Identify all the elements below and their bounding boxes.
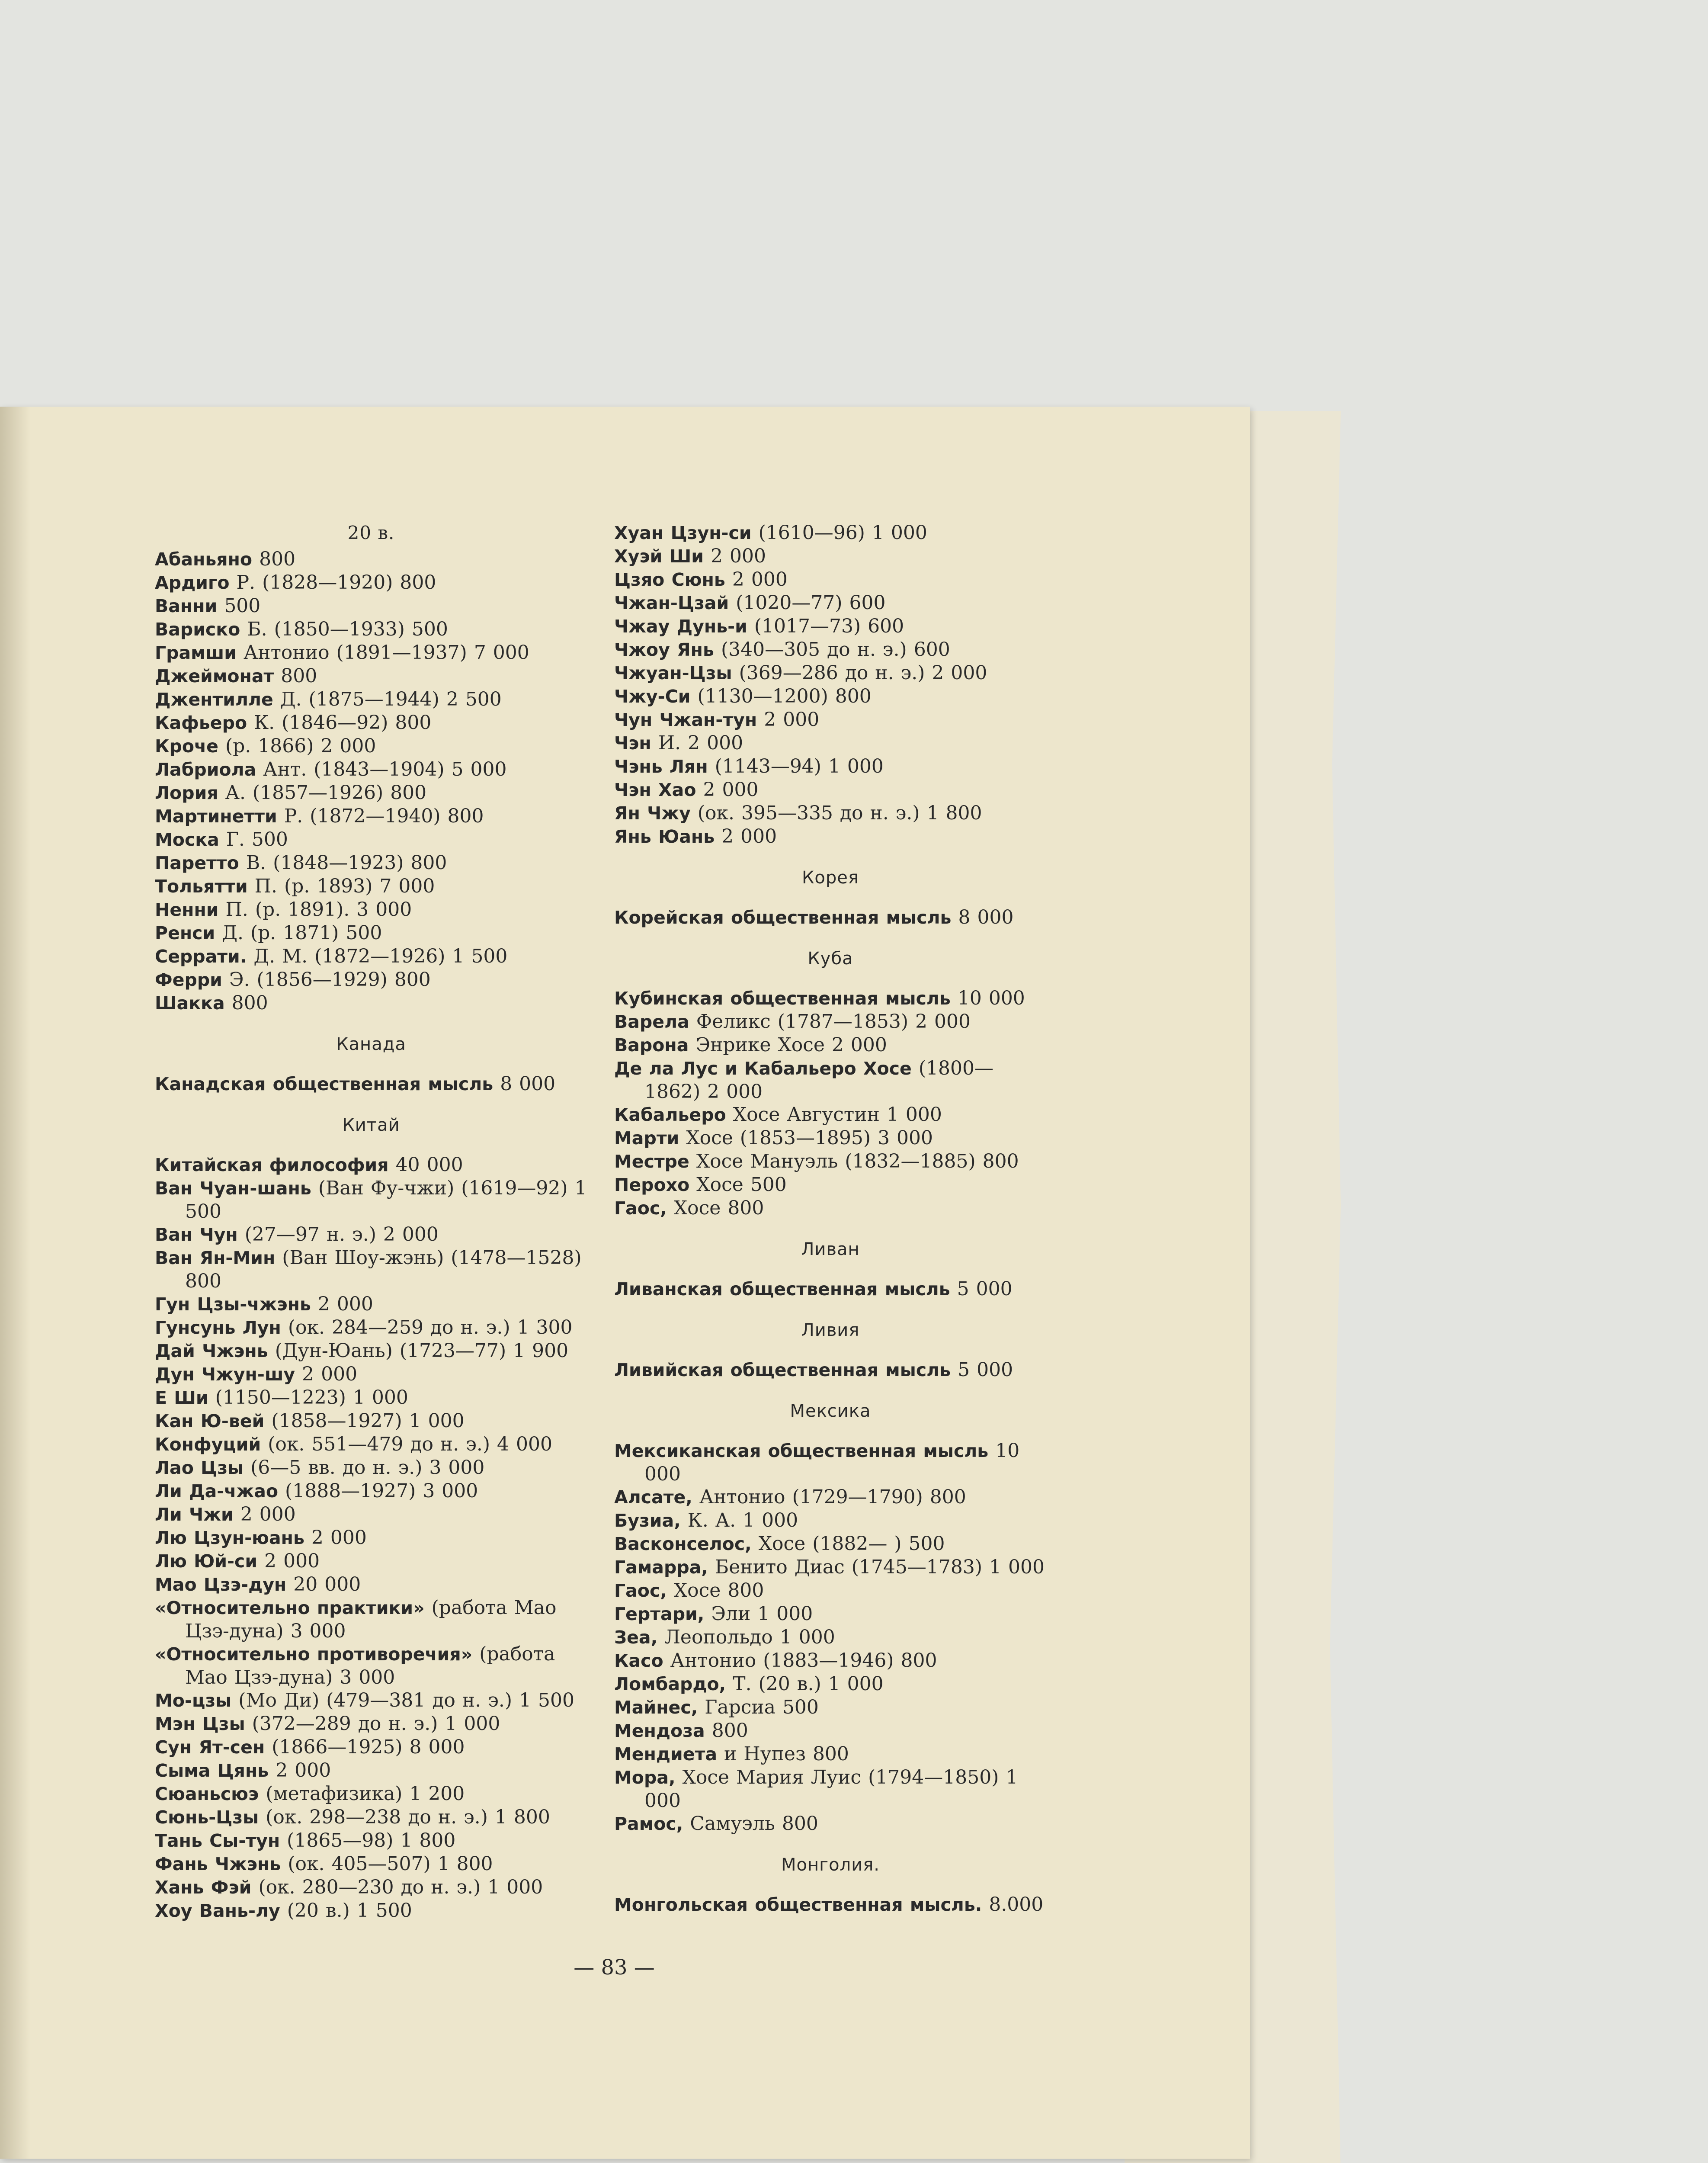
index-entry (155, 1596, 587, 1643)
entry-name: Гун Цзы-чжэнь (155, 1294, 311, 1315)
index-entry (614, 615, 1047, 638)
index-entry (155, 945, 587, 968)
index-entry (155, 1782, 587, 1806)
entry-info: и Нупез 800 (724, 1743, 849, 1765)
section-heading: Корея (802, 868, 859, 888)
entry-info: (работа Мао Цзэ-дуна) 3 000 (185, 1643, 555, 1688)
index-entry (614, 987, 1047, 1010)
entry-info: 800 (259, 548, 296, 570)
entry-name: Лао Цзы (155, 1457, 244, 1478)
entry-info: (метафизика) 1 200 (266, 1783, 465, 1805)
index-entry (614, 661, 1047, 685)
index-entry (614, 1743, 1047, 1766)
entry-name: Джеймонат (155, 666, 274, 687)
index-entry (155, 1386, 587, 1409)
index-entry (155, 1736, 587, 1759)
index-entry (614, 638, 1047, 661)
index-entry (155, 992, 587, 1015)
entry-name: Рамос, (614, 1813, 683, 1834)
entry-info: Р. (1828—1920) 800 (236, 571, 436, 594)
entry-name: Е Ши (155, 1387, 208, 1408)
entry-name: Мора, (614, 1767, 676, 1788)
index-entry (155, 781, 587, 805)
entry-name: Ливанская общественная мысль (614, 1279, 950, 1300)
right-column (614, 521, 1047, 1916)
section-heading: Куба (808, 949, 853, 969)
entry-info: 800 (281, 665, 317, 687)
index-entry (614, 1532, 1047, 1556)
index-entry (155, 618, 587, 641)
entry-info: (1866—1925) 8 000 (272, 1736, 465, 1758)
entry-info: (1020—77) 600 (736, 592, 886, 614)
entry-name: Сюнь-Цзы (155, 1807, 259, 1828)
index-entry (614, 1672, 1047, 1696)
index-entry (614, 1626, 1047, 1649)
entry-name: Лю Юй-си (155, 1551, 258, 1572)
index-entry (155, 1876, 587, 1899)
entry-info: Хосе (1882— ) 500 (758, 1533, 945, 1555)
entry-name: Хуан Цзун-си (614, 523, 752, 543)
index-entry (614, 521, 1047, 545)
entry-info: Гарсиа 500 (705, 1696, 819, 1718)
entry-info: (ок. 280—230 до н. э.) 1 000 (258, 1876, 543, 1898)
index-entry (614, 1696, 1047, 1719)
page-number: — 83 — (574, 1955, 655, 1980)
entry-name: Моска (155, 829, 219, 850)
entry-info: 2 000 (311, 1527, 367, 1549)
index-entry (614, 1126, 1047, 1150)
section-heading: Ливия (801, 1320, 860, 1340)
entry-name: Мендиета (614, 1744, 718, 1765)
index-entry (614, 1486, 1047, 1509)
entry-info: Хосе Мануэль (1832—1885) 800 (696, 1150, 1019, 1172)
index-entry (155, 1829, 587, 1852)
entry-name: Абаньяно (155, 549, 253, 570)
entry-name: Варона (614, 1035, 689, 1056)
entry-name: Касо (614, 1650, 663, 1671)
index-entry (155, 1643, 587, 1689)
entry-info: 2 000 (240, 1503, 296, 1525)
entry-info: Т. (20 в.) 1 000 (733, 1673, 884, 1695)
section-heading: 20 в. (347, 522, 395, 543)
index-entry (614, 685, 1047, 708)
entry-name: Ломбардо, (614, 1674, 726, 1694)
entry-name: Фань Чжэнь (155, 1854, 281, 1874)
entry-name: Хань Фэй (155, 1877, 252, 1898)
entry-name: Чжу-Си (614, 686, 691, 707)
index-entry (155, 805, 587, 828)
entry-info: 20 000 (293, 1573, 361, 1595)
entry-name: Ферри (155, 969, 222, 990)
index-entry (614, 1033, 1047, 1057)
index-entry (614, 1150, 1047, 1173)
entry-info: В. (1848—1923) 800 (246, 852, 447, 874)
index-entry (614, 1277, 1047, 1301)
entry-info: (ок. 395—335 до н. э.) 1 800 (697, 802, 982, 824)
entry-name: Ли Да-чжао (155, 1481, 279, 1502)
section-heading: Монголия. (781, 1855, 880, 1875)
entry-info: 2 000 (703, 779, 759, 801)
index-entry (155, 1293, 587, 1316)
entry-info: (20 в.) 1 500 (287, 1900, 412, 1922)
entry-name: Мендоза (614, 1720, 705, 1741)
entry-name: Чэнь Лян (614, 756, 708, 777)
entry-info: Феликс (1787—1853) 2 000 (696, 1011, 971, 1033)
entry-info: (340—305 до н. э.) 600 (721, 639, 950, 661)
entry-info: Энрике Хосе 2 000 (695, 1034, 887, 1056)
entry-info: 2 000 (711, 545, 766, 567)
entry-info: 2 000 (764, 709, 820, 731)
index-entry (614, 825, 1047, 848)
entry-info: 800 (231, 992, 268, 1014)
index-entry (155, 1223, 587, 1246)
entry-name: «Относительно противоречия» (155, 1644, 473, 1665)
index-entry (614, 1893, 1047, 1916)
entry-name: Гаос, (614, 1580, 667, 1601)
entry-name: Ванни (155, 596, 218, 616)
entry-info: (ок. 284—259 до н. э.) 1 300 (288, 1316, 573, 1338)
section-heading: Мексика (790, 1401, 871, 1421)
entry-name: Шакка (155, 993, 225, 1014)
entry-name: Кубинская общественная мысль (614, 988, 951, 1009)
entry-name: Лория (155, 783, 218, 803)
entry-info: 8 000 (958, 906, 1014, 928)
index-entry (614, 1173, 1047, 1197)
entry-info: 5 000 (958, 1359, 1013, 1381)
entry-name: Ренси (155, 923, 215, 944)
entry-name: Мартинетти (155, 806, 277, 827)
entry-name: Ван Ян-Мин (155, 1248, 276, 1268)
index-entry (155, 1852, 587, 1876)
entry-name: Марти (614, 1128, 679, 1149)
entry-name: Чжау Дунь-и (614, 616, 747, 637)
index-entry (614, 1057, 1047, 1103)
entry-name: Чжоу Янь (614, 639, 714, 660)
entry-name: Де ла Лус и Кабальеро Хосе (614, 1058, 912, 1079)
entry-name: «Относительно практики» (155, 1598, 425, 1618)
index-entry (155, 828, 587, 851)
entry-info: (работа Мао Цзэ-дуна) 3 000 (185, 1597, 557, 1642)
entry-info: П. (р. 1893) 7 000 (254, 875, 435, 897)
entry-info: (372—289 до н. э.) 1 000 (252, 1713, 500, 1735)
entry-info: (1800—1862) 2 000 (644, 1057, 993, 1103)
index-entry (614, 1509, 1047, 1532)
index-entry (155, 641, 587, 664)
index-entry (614, 708, 1047, 732)
entry-info: 2 000 (302, 1363, 358, 1385)
entry-name: Ардиго (155, 572, 230, 593)
entry-name: Кафьеро (155, 712, 247, 733)
entry-info: Хосе 500 (696, 1174, 787, 1196)
entry-info: П. (р. 1891). 3 000 (225, 899, 412, 921)
entry-info: Эли 1 000 (711, 1603, 813, 1625)
entry-info: Антонио (1891—1937) 7 000 (243, 642, 529, 664)
index-entry (155, 571, 587, 594)
entry-name: Чэн (614, 733, 651, 754)
entry-info: И. 2 000 (658, 732, 743, 754)
index-entry (614, 1556, 1047, 1579)
entry-info: (369—286 до н. э.) 2 000 (739, 662, 987, 684)
entry-name: Зеа, (614, 1627, 658, 1648)
entry-info: (1610—96) 1 000 (758, 522, 927, 544)
entry-name: Бузиа, (614, 1510, 681, 1531)
entry-info: 2 000 (732, 568, 788, 590)
entry-info: (1017—73) 600 (754, 615, 904, 637)
index-entry (155, 1153, 587, 1177)
index-entry (614, 802, 1047, 825)
entry-info: (1865—98) 1 800 (287, 1829, 456, 1852)
entry-name: Ван Чуан-шань (155, 1178, 311, 1199)
entry-name: Ливийская общественная мысль (614, 1360, 951, 1380)
entry-name: Грамши (155, 642, 237, 663)
entry-info: 2 000 (721, 825, 777, 847)
index-entry (155, 735, 587, 758)
entry-info: (27—97 н. э.) 2 000 (244, 1223, 439, 1245)
entry-info: Ант. (1843—1904) 5 000 (263, 758, 507, 780)
index-entry (614, 1766, 1047, 1812)
index-entry (155, 1526, 587, 1550)
index-entry (155, 1316, 587, 1339)
entry-info: 40 000 (395, 1154, 463, 1176)
section-heading: Китай (342, 1115, 400, 1135)
entry-name: Паретто (155, 853, 239, 873)
entry-info: Г. 500 (226, 828, 288, 850)
index-entry (614, 1649, 1047, 1672)
entry-info: 8.000 (989, 1893, 1044, 1916)
entry-name: Гертари, (614, 1604, 705, 1624)
index-entry (155, 1409, 587, 1433)
index-entry (155, 688, 587, 711)
index-entry (155, 875, 587, 898)
section-heading: Ливан (801, 1239, 860, 1259)
entry-name: Джентилле (155, 689, 273, 710)
left-column (155, 521, 587, 1922)
entry-info: А. (1857—1926) 800 (225, 782, 427, 804)
index-entry (614, 1719, 1047, 1743)
entry-name: Сюаньсюэ (155, 1784, 259, 1804)
entry-info: 10 000 (644, 1440, 1020, 1485)
entry-info: (1143—94) 1 000 (715, 755, 884, 777)
index-entry (155, 1339, 587, 1363)
entry-info: Хосе Августин 1 000 (733, 1104, 942, 1126)
entry-info: Д. (1875—1944) 2 500 (280, 688, 502, 710)
entry-name: Дай Чжэнь (155, 1341, 268, 1361)
index-entry (614, 1812, 1047, 1836)
entry-info: (1858—1927) 1 000 (271, 1410, 465, 1432)
index-entry (155, 851, 587, 875)
index-entry (614, 778, 1047, 802)
entry-name: Цзяо Сюнь (614, 569, 725, 590)
entry-info: Антонио (1729—1790) 800 (699, 1486, 966, 1508)
entry-info: (Мо Ди) (479—381 до н. э.) 1 500 (238, 1689, 574, 1711)
entry-name: Ян Чжу (614, 803, 691, 824)
entry-name: Гаос, (614, 1198, 667, 1219)
entry-name: Корейская общественная мысль (614, 907, 952, 928)
entry-name: Мексиканская общественная мысль (614, 1441, 989, 1461)
index-entry (614, 1358, 1047, 1382)
entry-name: Майнес, (614, 1697, 698, 1718)
entry-name: Канадская общественная мысль (155, 1074, 493, 1094)
entry-info: (Ван Шоу-жэнь) (1478—1528) 800 (185, 1247, 582, 1292)
entry-name: Перохо (614, 1175, 690, 1195)
entry-name: Тольятти (155, 876, 248, 897)
index-entry (155, 1177, 587, 1223)
entry-info: (ок. 551—479 до н. э.) 4 000 (268, 1433, 552, 1455)
entry-info: 2 000 (276, 1759, 331, 1781)
entry-name: Мэн Цзы (155, 1714, 245, 1734)
index-entry (155, 921, 587, 945)
entry-name: Янь Юань (614, 826, 715, 847)
index-entry (155, 1899, 587, 1922)
index-entry (155, 594, 587, 618)
entry-info: К. (1846—92) 800 (254, 712, 432, 734)
index-entry (155, 1759, 587, 1782)
entry-name: Ненни (155, 899, 219, 920)
entry-name: Васконселос, (614, 1534, 752, 1554)
entry-name: Сун Ят-сен (155, 1737, 265, 1758)
entry-info: 2 000 (317, 1293, 373, 1315)
index-entry (155, 968, 587, 992)
index-entry (155, 1072, 587, 1096)
entry-info: 5 000 (957, 1278, 1013, 1300)
entry-info: 800 (711, 1720, 748, 1742)
entry-name: Мо-цзы (155, 1690, 232, 1711)
entry-name: Дун Чжун-шу (155, 1364, 295, 1385)
entry-info: (1888—1927) 3 000 (285, 1480, 478, 1502)
index-entry (155, 1550, 587, 1573)
entry-info: (1150—1223) 1 000 (215, 1386, 408, 1409)
index-entry (614, 591, 1047, 615)
entry-info: 10 000 (957, 987, 1025, 1009)
entry-name: Серрати. (155, 946, 247, 967)
book-page (0, 407, 1250, 2159)
entry-info: Б. (1850—1933) 500 (247, 618, 448, 640)
entry-info: Хосе Мария Луис (1794—1850) 1 000 (644, 1766, 1018, 1812)
entry-info: Самуэль 800 (690, 1813, 818, 1835)
entry-name: Чэн Хао (614, 780, 696, 800)
entry-info: 2 000 (264, 1550, 320, 1572)
index-entry (155, 758, 587, 781)
entry-name: Алсате, (614, 1487, 692, 1508)
entry-info: (1130—1200) 800 (697, 685, 872, 707)
index-entry (155, 1573, 587, 1596)
entry-name: Чжуан-Цзы (614, 663, 732, 684)
index-entry (155, 664, 587, 688)
index-entry (614, 545, 1047, 568)
entry-info: Д. (р. 1871) 500 (222, 922, 382, 944)
entry-name: Чжан-Цзай (614, 593, 729, 613)
entry-name: Гунсунь Лун (155, 1317, 281, 1338)
index-entry (155, 1503, 587, 1526)
entry-name: Китайская философия (155, 1155, 389, 1175)
entry-info: Э. (1856—1929) 800 (229, 969, 431, 991)
entry-info: Антонио (1883—1946) 800 (670, 1650, 937, 1672)
entry-name: Тань Сы-тун (155, 1830, 280, 1851)
section-heading: Канада (336, 1034, 406, 1054)
entry-info: (Дун-Юань) (1723—77) 1 900 (275, 1340, 569, 1362)
entry-info: (Ван Фу-чжи) (1619—92) 1 500 (185, 1177, 587, 1223)
entry-name: Вариско (155, 619, 240, 640)
index-entry (155, 1479, 587, 1503)
entry-info: Леопольдо 1 000 (664, 1626, 835, 1648)
entry-name: Варела (614, 1011, 689, 1032)
index-entry (614, 1103, 1047, 1126)
entry-name: Гамарра, (614, 1557, 708, 1578)
entry-info: Хосе 800 (673, 1197, 764, 1219)
entry-name: Местре (614, 1151, 689, 1172)
entry-name: Ли Чжи (155, 1504, 234, 1525)
index-entry (614, 906, 1047, 929)
entry-info: Р. (1872—1940) 800 (284, 805, 484, 827)
entry-info: 500 (224, 595, 261, 617)
entry-info: (6—5 вв. до н. э.) 3 000 (250, 1457, 485, 1479)
index-entry (614, 755, 1047, 778)
entry-info: (ок. 298—238 до н. э.) 1 800 (266, 1806, 550, 1828)
entry-info: Хосе 800 (673, 1579, 764, 1601)
index-entry (614, 1579, 1047, 1602)
entry-name: Лабриола (155, 759, 256, 780)
entry-name: Чун Чжан-тун (614, 709, 757, 730)
index-entry (614, 1197, 1047, 1220)
entry-info: (ок. 405—507) 1 800 (288, 1853, 493, 1875)
index-entry (614, 1439, 1047, 1486)
index-entry (155, 711, 587, 735)
index-entry (155, 1363, 587, 1386)
index-entry (614, 1602, 1047, 1626)
entry-name: Монгольская общественная мысль. (614, 1894, 982, 1915)
entry-name: Лю Цзун-юань (155, 1528, 304, 1548)
index-entry (155, 1433, 587, 1456)
entry-name: Мао Цзэ-дун (155, 1574, 287, 1595)
entry-name: Кроче (155, 736, 218, 757)
entry-name: Кан Ю-вей (155, 1411, 265, 1431)
index-entry (155, 1689, 587, 1712)
entry-info: К. А. 1 000 (687, 1509, 798, 1531)
entry-name: Кабальеро (614, 1104, 726, 1125)
page-spine-shadow (0, 407, 30, 2159)
entry-info: Д. М. (1872—1926) 1 500 (253, 945, 508, 967)
index-entry (614, 732, 1047, 755)
index-entry (155, 1246, 587, 1293)
index-entry (155, 548, 587, 571)
entry-info: 8 000 (500, 1073, 556, 1095)
index-entry (155, 1806, 587, 1829)
entry-info: Хосе (1853—1895) 3 000 (686, 1127, 933, 1149)
entry-name: Конфуций (155, 1434, 261, 1455)
entry-info: (р. 1866) 2 000 (225, 735, 376, 757)
entry-name: Сыма Цянь (155, 1760, 269, 1781)
entry-info: Бенито Диас (1745—1783) 1 000 (715, 1556, 1045, 1578)
index-entry (614, 1010, 1047, 1033)
index-entry (614, 568, 1047, 591)
entry-name: Хуэй Ши (614, 546, 704, 567)
index-entry (155, 898, 587, 921)
entry-name: Ван Чун (155, 1224, 238, 1245)
index-entry (155, 1712, 587, 1736)
entry-name: Хоу Вань-лу (155, 1900, 280, 1921)
index-entry (155, 1456, 587, 1479)
